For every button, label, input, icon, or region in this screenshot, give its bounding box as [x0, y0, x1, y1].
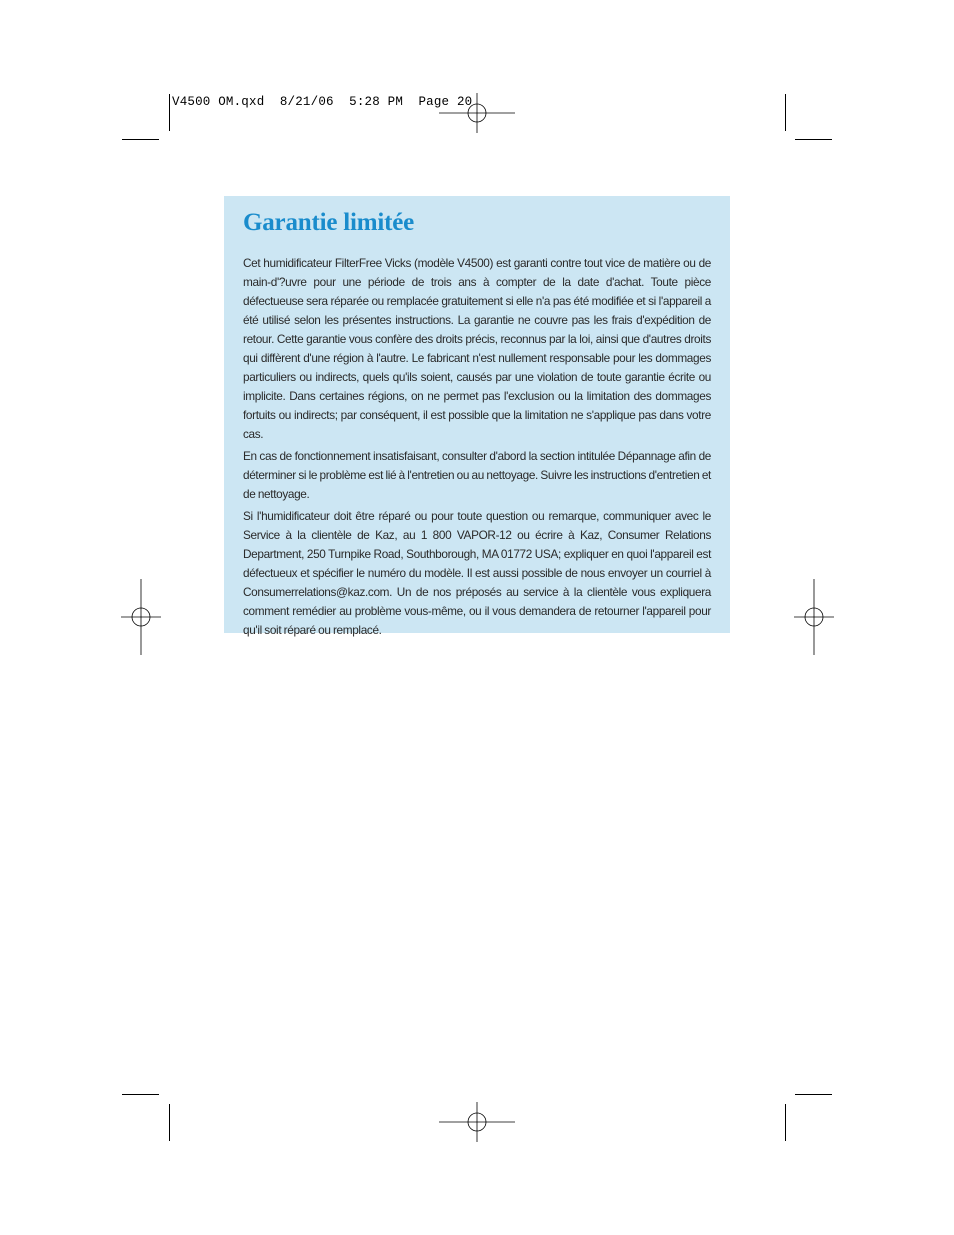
paragraph-contact: Si l'humidificateur doit être réparé ou pour toute question ou remarque, communiquer avec le Service à la clientèle de Kaz, au 1 800 VAPOR-12 ou écrire à Kaz, Consumer Relations Department, 250 Turnpike Road, Southborough, MA 01772 USA; expliquer en quoi l'appareil est défectueux et spécifier le numéro du modèle. Il est aussi possible de nous envoyer un courriel à Consumerrelations@kaz.com. Un de nos préposés au service à la clientèle vous expliquera comment remédier au problème vous-même, ou il vous demandera de retourner l'appareil pour qu'il soit réparé ou remplacé.	[243, 509, 711, 637]
crop-mark-icon	[795, 1094, 832, 1095]
warranty-body	[243, 254, 711, 643]
crop-mark-icon	[122, 1094, 159, 1095]
paragraph-warranty-terms: Cet humidificateur FilterFree Vicks (modèle V4500) est garanti contre tout vice de matière ou de main-d'?uvre pour une période de trois ans à compter de la date d'achat. Toute pièce défectueuse sera réparée ou remplacée gratuitement si elle n'a pas été modifiée et si l'appareil a été utilisé selon les présentes instructions. La garantie ne couvre pas les frais d'expédition de retour. Cette garantie vous confère des droits précis, reconnus par la loi, ainsi que d'autres droits qui diffèrent d'une région à l'autre. Le fabricant n'est nullement responsable pour les dommages particuliers ou indirects, quels qu'ils soient, causés par une violation de toute garantie écrite ou implicite. Dans certaines régions, on ne permet pas l'exclusion ou la limitation des dommages fortuits ou indirects; par conséquent, il est possible que la limitation ne s'applique pas dans votre cas.	[243, 256, 711, 441]
crop-mark-icon	[785, 1104, 786, 1141]
registration-mark-icon	[437, 1082, 517, 1162]
registration-mark-icon	[437, 73, 517, 153]
crop-mark-icon	[169, 94, 170, 131]
registration-mark-icon	[774, 577, 854, 657]
warranty-panel	[224, 196, 730, 637]
crop-mark-icon	[122, 139, 159, 140]
crop-mark-icon	[169, 1104, 170, 1141]
print-slug-line: V4500 OM.qxd 8/21/06 5:28 PM Page 20	[172, 95, 473, 109]
page-title: Garantie limitée	[243, 209, 415, 236]
registration-mark-icon	[101, 577, 181, 657]
crop-mark-icon	[785, 94, 786, 131]
paragraph-troubleshooting: En cas de fonctionnement insatisfaisant, consulter d'abord la section intitulée Dépannage afin de déterminer si le problème est lié à l'entretien ou au nettoyage. Suivre les instructions d'entretien et de nettoyage.	[243, 449, 711, 501]
crop-mark-icon	[795, 139, 832, 140]
